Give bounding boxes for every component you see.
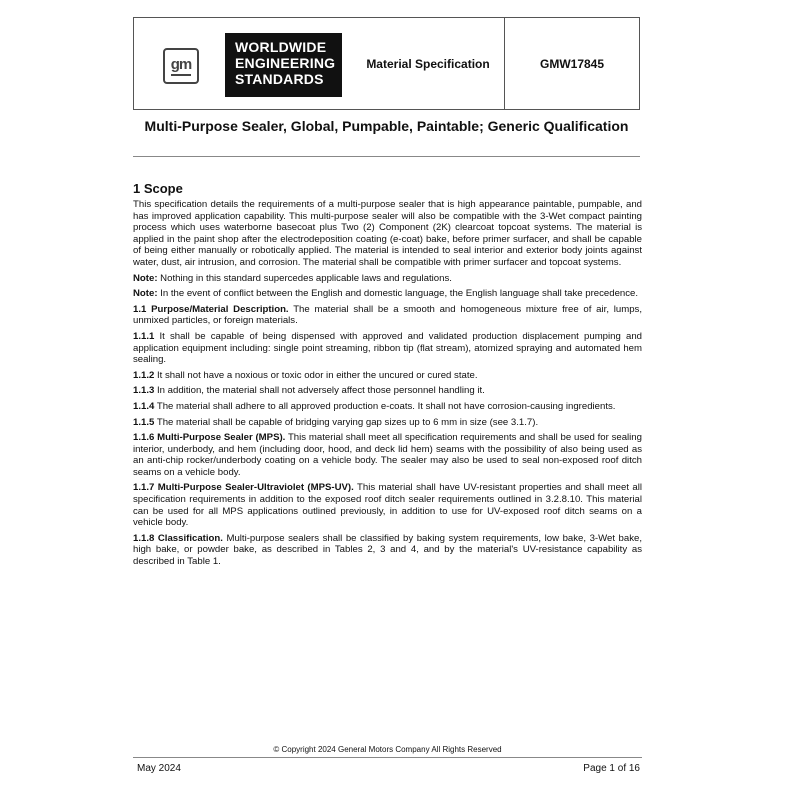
paragraph-label: 1.1.2: [133, 369, 155, 381]
paragraph-1-1-2: [133, 370, 642, 382]
doc-type: Material Specification: [366, 56, 490, 71]
footer-divider: [133, 757, 642, 758]
note-text: In the event of conflict between the English and domestic language, the English language shall take precedence.: [157, 288, 639, 300]
paragraph-label: 1.1.4: [133, 400, 155, 412]
gm-logo-text: gm: [170, 55, 192, 73]
paragraph-text: The material shall adhere to all approved production e-coats. It shall not have corrosion-causing ingredients.: [154, 400, 616, 412]
paragraph-label: 1.1.6 Multi-Purpose Sealer (MPS).: [133, 432, 286, 444]
section-heading: 1 Scope: [133, 181, 183, 196]
doc-number: GMW17845: [539, 56, 605, 71]
paragraph-text: This material shall have UV-resistant properties and shall meet all specification requirements in addition to the exposed roof ditch sealer requirements outlined in 3.2.8.10. This material can be used for all MPS applications outlined previously, in addition to use for UV-exposed roof ditch seams on a vehicle body.: [133, 482, 643, 529]
paragraph-label: 1.1.1: [133, 330, 155, 342]
header-table: [133, 17, 640, 110]
paragraph-1-1-8: [133, 533, 642, 568]
note-paragraph-1: [133, 273, 642, 285]
header-doc-type-cell: [352, 18, 505, 109]
paragraph-1-1-5: [133, 417, 642, 429]
paragraph-text: The material shall be capable of bridging varying gap sizes up to 6 mm in size (see 3.1.7).: [154, 416, 539, 428]
paragraph-text: This material shall meet all specification requirements and shall be used for sealing interior, underbody, and hem (including door, hood, and deck lid hem) seams with the possibility of also being used as an anti-chip rocker/underbody coating on a vehicle body. The sealer may also be used to seal non-exposed roof ditch seams on a vehicle body.: [133, 432, 642, 478]
paragraph-1-1-6: [133, 432, 642, 478]
note-label: Note:: [133, 288, 158, 300]
paragraph-1-1: [133, 304, 642, 327]
header-doc-number-cell: [505, 18, 639, 109]
paragraph-1-1-4: [133, 401, 642, 413]
paragraph-label: 1.1.3: [133, 385, 155, 397]
gm-logo-underline: [171, 74, 191, 76]
standards-badge: [225, 33, 342, 97]
note-label: Note:: [133, 272, 158, 284]
title-divider: [133, 156, 640, 157]
document-body: [133, 181, 642, 572]
paragraph-1-1-3: [133, 385, 642, 397]
standards-line-1: WORLDWIDE: [235, 39, 327, 55]
paragraph-label: 1.1 Purpose/Material Description.: [133, 303, 289, 315]
gm-logo: [163, 48, 199, 84]
page-number: Page 1 of 16: [583, 763, 640, 774]
paragraph-text: In addition, the material shall not adversely affect those personnel handling it.: [154, 385, 485, 397]
standards-line-2: ENGINEERING: [235, 55, 336, 71]
note-paragraph-2: [133, 288, 642, 300]
paragraph-label: 1.1.7 Multi-Purpose Sealer-Ultraviolet (MPS-UV).: [133, 482, 354, 494]
paragraph-text: Multi-purpose sealers shall be classified by baking system requirements, low bake, 3-Wet bake, high bake, or powder bake, as described in Tables 2, 3 and 4, and by the material's UV-resistance capability as described in Table 1.: [133, 532, 642, 568]
scope-paragraph: This specification details the requirements of a multi-purpose sealer that is high appearance paintable, pumpable, and has improved application capability. This multi-purpose sealer will also be compatible with the 3-Wet compact painting process which uses waterborne basecoat plus Two (2) Component (2K) clearcoat topcoat systems. The material is applied in the paint shop after the electrodeposition coating (e-coat) bake, before primer surfacer, and shall be capable of being either manually or robotically applied. The material is intended to seal interior and exterior body joints against water, dust, air intrusion, and corrosion. The material shall be compatible with primer surfacer and topcoat systems.: [133, 199, 642, 268]
paragraph-text: It shall be capable of being dispensed with approved and validated production displacement pumping and application equipment including: single point streaming, ribbon tip (flat stream), atomized spraying and automated hem sealing.: [133, 330, 642, 366]
paragraph-text: It shall not have a noxious or toxic odor in either the uncured or cured state.: [154, 369, 478, 381]
paragraph-label: 1.1.5: [133, 416, 155, 428]
note-text: Nothing in this standard supercedes applicable laws and regulations.: [157, 272, 452, 284]
paragraph-text: The material shall be a smooth and homogeneous mixture free of air, lumps, unmixed particles, or foreign materials.: [133, 303, 642, 327]
paragraph-label: 1.1.8 Classification.: [133, 532, 223, 544]
paragraph-1-1-7: [133, 482, 642, 528]
header-logo-cell: [134, 18, 352, 109]
copyright-notice: © Copyright 2024 General Motors Company All Rights Reserved: [273, 745, 502, 754]
paragraph-1-1-1: [133, 331, 642, 366]
publication-date: May 2024: [137, 763, 181, 774]
standards-line-3: STANDARDS: [235, 71, 324, 87]
document-title: Multi-Purpose Sealer, Global, Pumpable, Paintable; Generic Qualification: [144, 118, 629, 134]
